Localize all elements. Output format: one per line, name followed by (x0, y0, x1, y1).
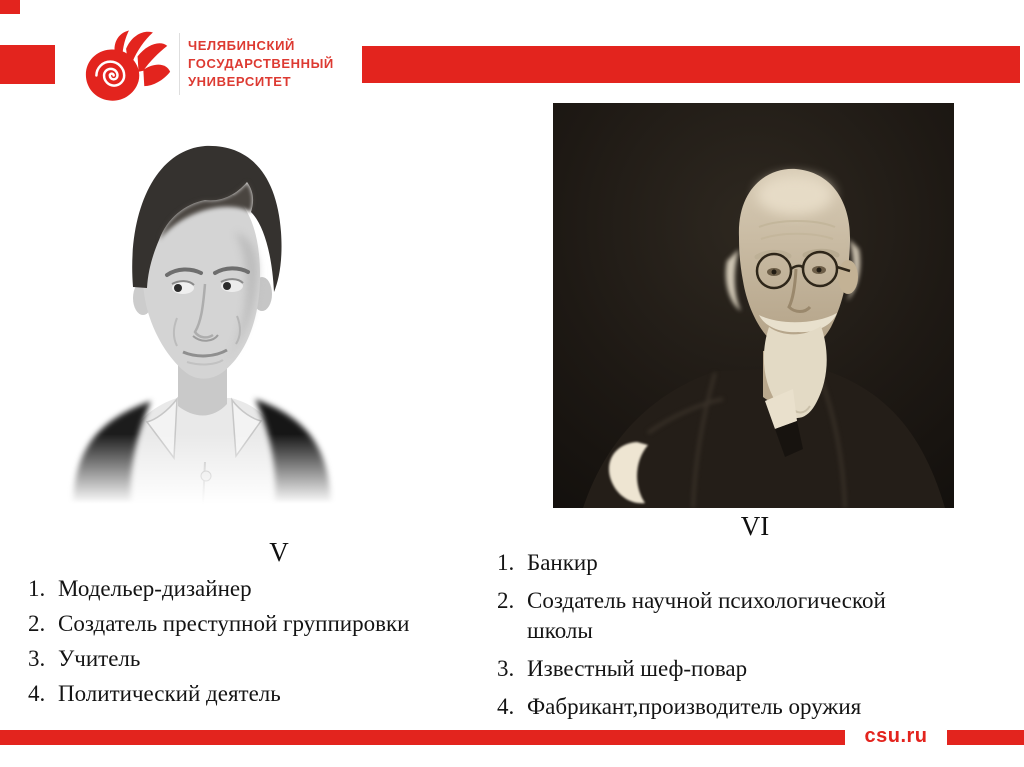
corner-accent-rect (0, 0, 20, 14)
options-list-right (497, 548, 927, 730)
list-item (497, 586, 927, 646)
nautilus-spiral-icon (83, 27, 173, 103)
bottom-red-bar-left-segment (0, 730, 845, 745)
list-item (28, 644, 478, 673)
item-text: Создатель преступной группировки (58, 611, 410, 636)
portrait-photo-right (553, 103, 954, 508)
item-text: Банкир (527, 550, 598, 575)
item-text: Политический деятель (58, 681, 281, 706)
list-item (497, 654, 927, 684)
list-item (28, 574, 478, 603)
item-number: 1. (28, 576, 46, 601)
portrait-photo-left (55, 112, 350, 504)
bottom-red-bar-right-segment (947, 730, 1024, 745)
item-number: 2. (28, 611, 46, 636)
logo-line-2: ГОСУДАРСТВЕННЫЙ (188, 56, 334, 71)
item-number: 1. (497, 550, 515, 575)
top-right-red-bar (362, 46, 1020, 83)
list-item (28, 609, 478, 638)
item-number: 2. (497, 588, 515, 613)
logo-line-3: УНИВЕРСИТЕТ (188, 74, 292, 89)
university-name (188, 37, 334, 91)
item-number: 3. (497, 656, 515, 681)
item-number: 3. (28, 646, 46, 671)
numeral-label-right: VI (740, 511, 770, 541)
options-list-left (28, 574, 478, 714)
numeral-label-left: V (269, 537, 289, 567)
logo-line-1: ЧЕЛЯБИНСКИЙ (188, 38, 295, 53)
item-text: Учитель (58, 646, 141, 671)
list-item (497, 548, 927, 578)
list-item (497, 692, 927, 722)
top-left-red-bar (0, 45, 55, 84)
site-link[interactable]: csu.ru (864, 725, 928, 747)
item-number: 4. (28, 681, 46, 706)
item-number: 4. (497, 694, 515, 719)
item-text: Фабрикант,производитель оружия (527, 694, 862, 719)
logo-divider (179, 33, 180, 95)
item-text: Известный шеф-повар (527, 656, 748, 681)
item-text: Создатель научной психологической школы (527, 588, 886, 643)
list-item (28, 679, 478, 708)
item-text: Модельер-дизайнер (58, 576, 252, 601)
